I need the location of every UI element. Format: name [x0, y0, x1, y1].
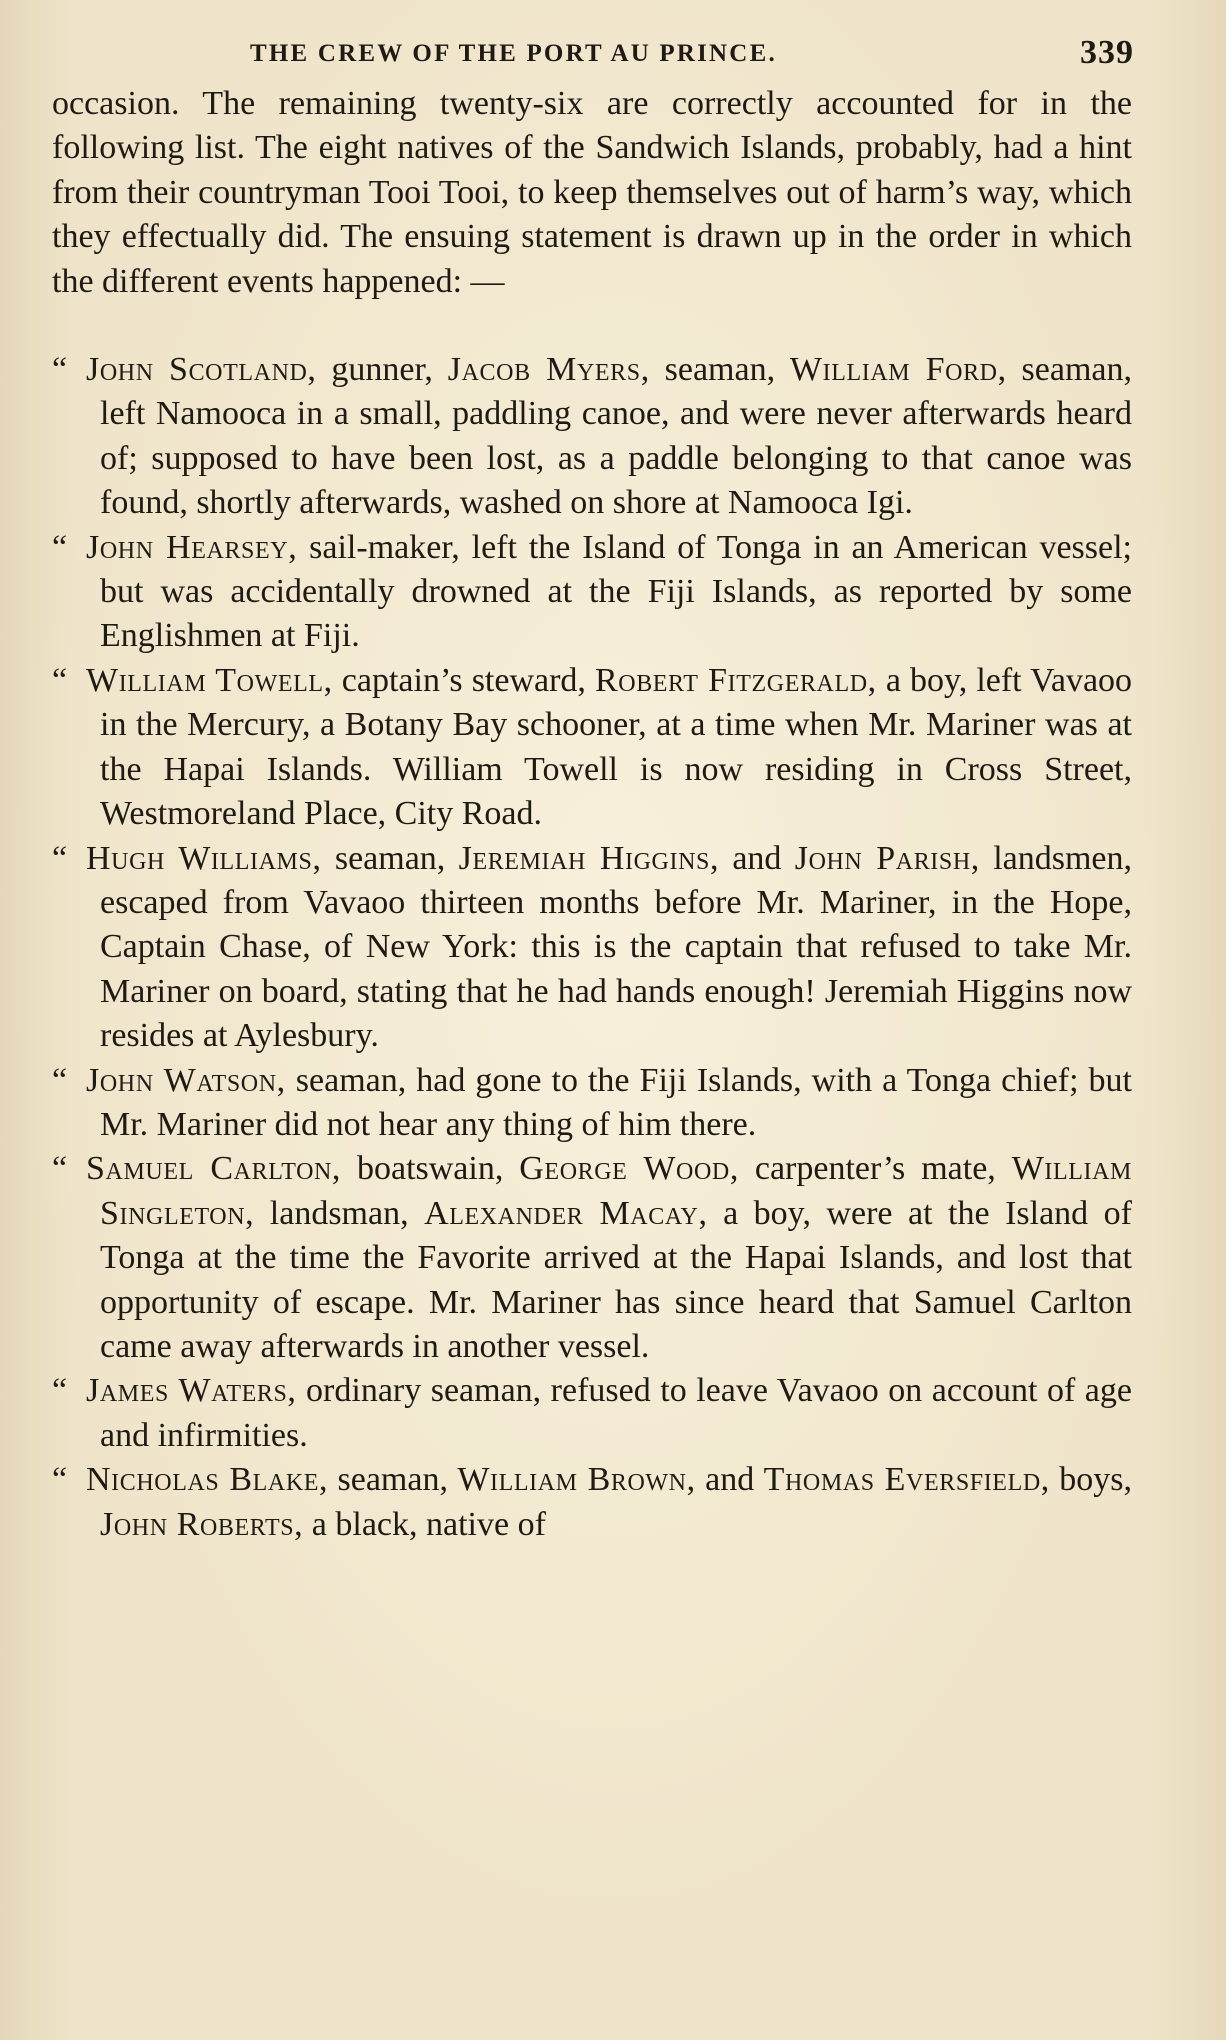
- page-number: 339: [1080, 34, 1134, 71]
- crew-name: John Parish,: [794, 839, 980, 877]
- entry-text: landsmen, escaped from Vavaoo thirteen months before Mr. Mariner, in the Hope, Captain Chase, of New York: this is the captain that refused to take Mr. Mariner on board, stating that he had hands enough! Jeremiah Higgins now resides at Aylesbury.: [100, 839, 1132, 1055]
- crew-name: Hugh Williams,: [86, 839, 322, 877]
- crew-entry: [52, 526, 1132, 659]
- crew-name: John Roberts,: [100, 1505, 304, 1543]
- opening-quote: “: [52, 661, 68, 699]
- crew-list: [52, 348, 1132, 1547]
- entry-text: captain’s steward,: [332, 661, 595, 699]
- entry-text: a boy, left Vavaoo in the Mercury, a Botany Bay schooner, at a time when Mr. Mariner was at the Hapai Islands. William Towell is now residing in Cross Street, Westmoreland Place, City Road.: [100, 661, 1133, 833]
- crew-name: Jeremiah Higgins,: [458, 839, 720, 877]
- entry-text: seaman,: [328, 1461, 458, 1499]
- entry-text: seaman, had gone to the Fiji Islands, with a Tonga chief; but Mr. Mariner did not hear any thing of him there.: [100, 1061, 1133, 1143]
- entry-text: sail-maker, left the Island of Tonga in an American vessel; but was accidentally drowned at the Fiji Islands, as reported by some Englishmen at Fiji.: [100, 528, 1132, 655]
- paragraph-gap: [52, 304, 1132, 348]
- crew-name: William Towell,: [86, 661, 333, 699]
- crew-name: William Singleton,: [100, 1150, 1132, 1232]
- crew-name: William Ford,: [789, 351, 1007, 389]
- opening-quote: “: [52, 1372, 68, 1410]
- book-page: [52, 30, 1132, 1547]
- body-text: [52, 82, 1132, 1547]
- entry-text: and: [719, 839, 795, 877]
- entry-text: a boy, were at the Island of Tonga at the time the Favorite arrived at the Hapai Islands, and lost that opportunity of escape. Mr. Mariner has since heard that Samuel Carlton came away afterwards in another vessel.: [100, 1194, 1132, 1365]
- opening-quote: “: [52, 1061, 68, 1099]
- opening-quote: “: [52, 1150, 68, 1188]
- entry-text: seaman,: [321, 839, 459, 877]
- entry-text: a black, native of: [303, 1505, 546, 1543]
- crew-name: John Hearsey,: [86, 528, 298, 566]
- crew-name: Robert Fitzgerald,: [594, 661, 877, 699]
- opening-quote: “: [52, 1461, 68, 1499]
- entry-text: carpenter’s mate,: [738, 1150, 1012, 1188]
- crew-entry: [52, 1059, 1132, 1148]
- crew-name: Jacob Myers,: [447, 351, 650, 389]
- crew-name: Thomas Eversfield,: [763, 1461, 1050, 1499]
- crew-entry: [52, 1369, 1132, 1458]
- crew-name: Alexander Macay,: [424, 1194, 708, 1232]
- running-head: [52, 30, 1132, 74]
- opening-quote: “: [52, 839, 68, 877]
- crew-entry: [52, 1458, 1132, 1547]
- intro-paragraph: occasion. The remaining twenty-six are correctly accounted for in the following list. The eight natives of the Sandwich Islands, probably, had a hint from their countryman Tooi Tooi, to keep themselves out of harm’s way, which they effectually did. The ensuing statement is drawn up in the order in which the different events happened: —: [52, 85, 1132, 300]
- crew-entry: [52, 659, 1132, 837]
- crew-entry: [52, 348, 1132, 526]
- crew-name: George Wood,: [519, 1150, 739, 1188]
- crew-name: James Waters,: [86, 1372, 297, 1410]
- crew-name: Samuel Carlton,: [86, 1150, 342, 1188]
- entry-text: boatswain,: [341, 1150, 520, 1188]
- entry-text: ordinary seaman, refused to leave Vavaoo on account of age and infirmities.: [100, 1372, 1132, 1454]
- running-title: THE CREW OF THE PORT AU PRINCE.: [250, 40, 777, 67]
- entry-text: landsman,: [254, 1194, 425, 1232]
- crew-name: John Scotland,: [86, 351, 317, 389]
- entry-text: seaman,: [649, 351, 790, 389]
- crew-name: Nicholas Blake,: [86, 1461, 329, 1499]
- entry-text: gunner,: [316, 351, 448, 389]
- crew-name: William Brown,: [457, 1461, 696, 1499]
- crew-entry: [52, 1147, 1132, 1369]
- entry-text: seaman, left Namooca in a small, paddling canoe, and were never afterwards heard of; supposed to have been lost, as a paddle belonging to that canoe was found, shortly afterwards, washed on shore at Namooca Igi.: [100, 351, 1133, 522]
- opening-quote: “: [52, 528, 68, 566]
- crew-entry: [52, 837, 1132, 1059]
- entry-text: boys,: [1049, 1461, 1132, 1499]
- opening-quote: “: [52, 351, 68, 389]
- crew-name: John Watson,: [86, 1061, 286, 1099]
- entry-text: and: [695, 1461, 764, 1499]
